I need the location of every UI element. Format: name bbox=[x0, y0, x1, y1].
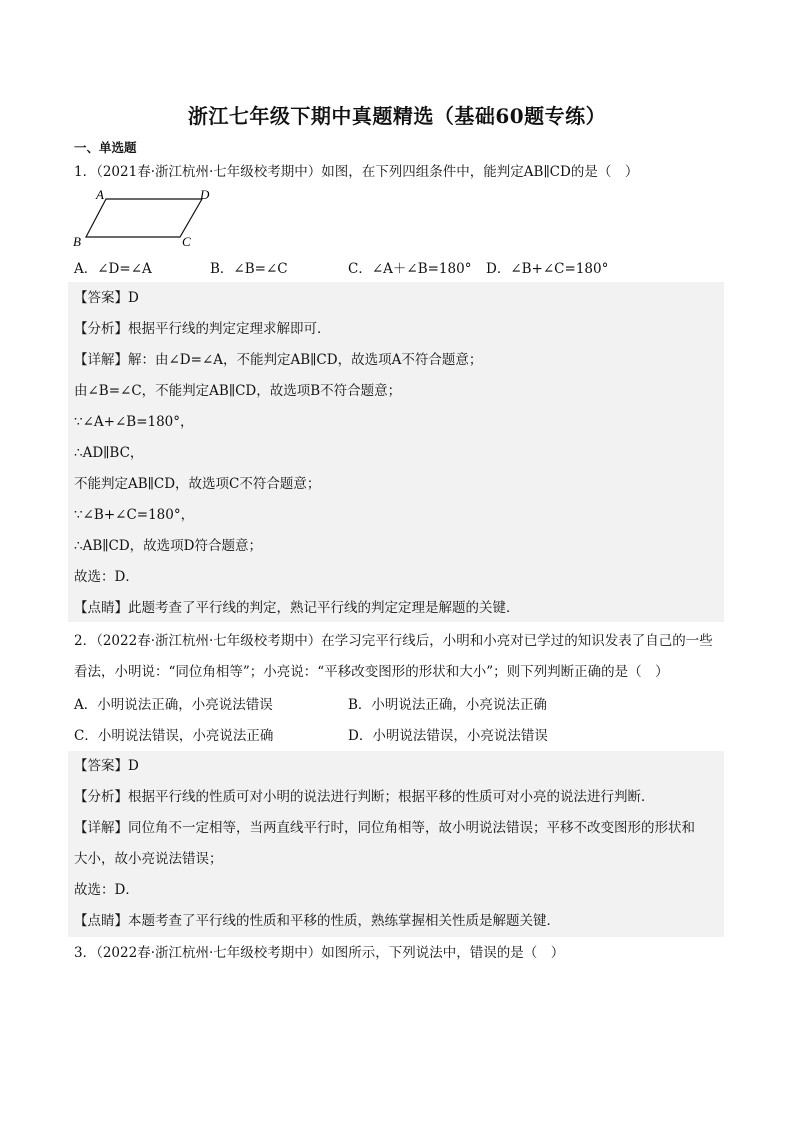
q1-detail-line: 由∠B=∠C，不能判定AB∥CD，故选项B不符合题意； bbox=[74, 383, 402, 399]
q2-detail-line2: 大小，故小亮说法错误； bbox=[74, 851, 223, 867]
page-title: 浙江七年级下期中真题精选（基础60题专练） bbox=[187, 104, 607, 128]
q1-detail-line: 不能判定AB∥CD，故选项C不符合题意； bbox=[74, 476, 321, 492]
q1-analysis: 【分析】根据平行线的判定定理求解即可． bbox=[74, 321, 331, 337]
q2-option-a: A．小明说法正确，小亮说法错误 bbox=[74, 697, 273, 713]
q1-option-d: D．∠B+∠C=180° bbox=[486, 261, 609, 277]
q2-stem-line2: 看法，小明说：“同位角相等”；小亮说：“平移改变图形的形状和大小”；则下列判断正确的是（ ） bbox=[74, 664, 669, 680]
q2-solution-box bbox=[68, 751, 724, 937]
q2-detail-line1: 【详解】同位角不一定相等，当两直线平行时，同位角相等，故小明说法错误；平移不改变图形的形状和 bbox=[74, 820, 695, 836]
figure-label-b: B bbox=[73, 234, 81, 249]
q2-stem-line1: 2．（2022春·浙江杭州·七年级校考期中）在学习完平行线后，小明和小亮对已学过的知识发表了自己的一些 bbox=[74, 633, 713, 649]
q2-comment: 【点睛】本题考查了平行线的性质和平移的性质，熟练掌握相关性质是解题关键． bbox=[74, 913, 560, 929]
q1-option-b: B．∠B=∠C bbox=[210, 261, 288, 277]
q2-choose: 故选：D． bbox=[74, 882, 139, 898]
q3-stem: 3．（2022春·浙江杭州·七年级校考期中）如图所示，下列说法中，错误的是（ ） bbox=[74, 945, 565, 961]
q1-option-c: C．∠A＋∠B=180° bbox=[348, 261, 472, 277]
q1-stem: 1．（2021春·浙江杭州·七年级校考期中）如图，在下列四组条件中，能判定AB∥CD的是（ ） bbox=[74, 164, 639, 180]
q1-detail-line: ∴AB∥CD，故选项D符合题意； bbox=[74, 538, 262, 554]
figure-label-a: A bbox=[96, 187, 104, 202]
q1-detail-line: ∵∠A+∠B=180°， bbox=[74, 414, 194, 430]
parallelogram-figure bbox=[70, 187, 220, 249]
q1-detail-line: ∵∠B+∠C=180°， bbox=[74, 507, 195, 523]
figure-label-c: C bbox=[182, 234, 191, 249]
q2-answer: 【答案】D bbox=[74, 758, 139, 774]
q1-comment: 【点睛】此题考查了平行线的判定，熟记平行线的判定定理是解题的关键． bbox=[74, 600, 520, 616]
figure-label-d: D bbox=[200, 187, 210, 202]
q2-option-b: B．小明说法正确，小亮说法正确 bbox=[348, 697, 547, 713]
q2-analysis: 【分析】根据平行线的性质可对小明的说法进行判断；根据平移的性质可对小亮的说法进行判断． bbox=[74, 789, 655, 805]
q1-detail-line: 故选：D． bbox=[74, 569, 139, 585]
q2-option-d: D．小明说法错误，小亮说法错误 bbox=[348, 728, 548, 744]
q1-detail-line: 【详解】解：由∠D=∠A，不能判定AB∥CD，故选项A不符合题意； bbox=[74, 352, 483, 368]
q1-answer: 【答案】D bbox=[74, 290, 139, 306]
section-heading: 一、单选题 bbox=[74, 140, 137, 155]
q1-option-a: A．∠D=∠A bbox=[74, 261, 152, 277]
q1-solution-box bbox=[68, 282, 724, 622]
q2-option-c: C．小明说法错误，小亮说法正确 bbox=[74, 728, 274, 744]
q1-detail-line: ∴AD∥BC， bbox=[74, 445, 144, 461]
parallelogram-shape bbox=[86, 199, 202, 237]
